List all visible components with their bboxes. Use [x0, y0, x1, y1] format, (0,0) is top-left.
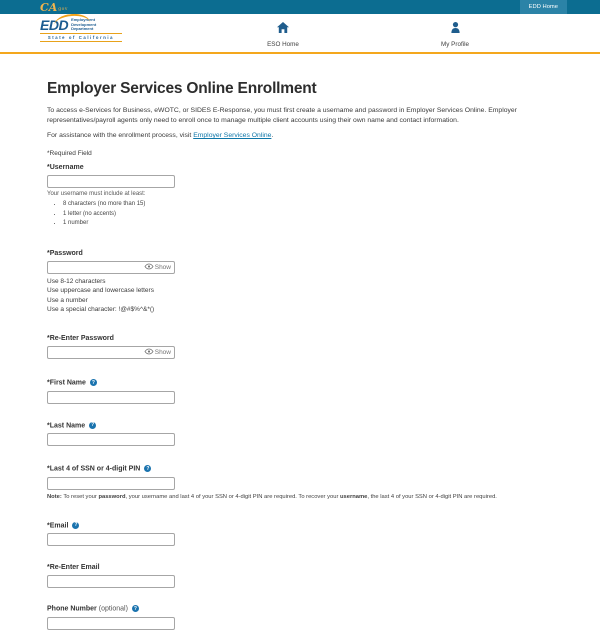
username-hint-title: Your username must include at least: — [47, 191, 146, 197]
ca-gov-logo-suffix: gov — [58, 6, 68, 12]
reenter-email-label: *Re-Enter Email — [47, 564, 100, 572]
intro-paragraph: To access e-Services for Business, eWOTC, or SIDES E-Response, you must first create a username and password in Employer Services Online. Employer representatives/payroll agents only need to enroll once to manage multiple client accounts using their own name and contact information. — [47, 107, 517, 124]
password-show-label: Show — [154, 264, 171, 271]
help-icon[interactable]: ? — [91, 422, 95, 429]
password-show-toggle[interactable] — [145, 264, 171, 271]
username-hint-item: • 1 number — [63, 220, 553, 226]
phone-label: Phone Number (optional) ? — [47, 605, 137, 613]
last-name-label: *Last Name ? — [47, 422, 95, 430]
edd-home-button-label: EDD Home — [528, 4, 558, 10]
username-hint-item: • 8 characters (no more than 15) — [63, 201, 553, 207]
reenter-password-show-toggle[interactable] — [145, 349, 171, 356]
nav-my-profile[interactable] — [420, 20, 490, 48]
home-icon — [277, 20, 289, 38]
main-header — [0, 14, 600, 54]
reenter-password-show-label: Show — [154, 349, 171, 357]
nav-my-profile-label: My Profile — [441, 41, 469, 48]
edd-home-button[interactable] — [520, 0, 567, 14]
eye-icon — [145, 264, 153, 271]
phone-input[interactable] — [47, 617, 175, 630]
assistance-line: For assistance with the enrollment process, visit Employer Services Online. — [47, 132, 274, 139]
first-name-input[interactable] — [47, 391, 175, 404]
help-icon[interactable]: ? — [91, 379, 95, 386]
reenter-password-label: *Re-Enter Password — [47, 335, 114, 343]
reenter-password-input[interactable] — [47, 346, 175, 359]
edd-logo-word: EDD — [40, 16, 69, 33]
email-group — [47, 522, 553, 547]
password-input[interactable] — [47, 261, 175, 274]
first-name-label: *First Name ? — [47, 379, 95, 387]
ca-gov-logo-text: CA — [40, 0, 58, 14]
first-name-group — [47, 379, 553, 404]
nav-eso-home-label: ESO Home — [267, 41, 299, 48]
eye-icon — [145, 349, 153, 356]
password-label: *Password — [47, 250, 83, 257]
employer-services-online-link[interactable]: Employer Services Online — [193, 132, 272, 139]
username-input[interactable] — [47, 175, 175, 188]
reenter-password-group — [47, 335, 553, 359]
edd-logo[interactable] — [40, 18, 122, 42]
username-hint-list — [63, 201, 553, 226]
username-group — [47, 164, 553, 226]
email-input[interactable] — [47, 533, 175, 546]
phone-group — [47, 605, 553, 630]
help-icon[interactable]: ? — [146, 465, 150, 472]
username-label: *Username — [47, 164, 84, 171]
password-group — [47, 250, 553, 314]
required-field-legend: *Required Field — [47, 150, 92, 157]
last-name-input[interactable] — [47, 433, 175, 446]
nav-eso-home[interactable] — [248, 20, 318, 48]
reenter-email-input[interactable] — [47, 575, 175, 588]
username-hint-item: • 1 letter (no accents) — [63, 211, 553, 217]
page-content — [0, 80, 600, 630]
ssn-pin-group — [47, 465, 553, 500]
last-name-group — [47, 422, 553, 447]
ca-gov-logo[interactable] — [40, 0, 68, 14]
edd-logo-department-lines: Employment Development Department — [71, 17, 97, 32]
ssn-pin-note: Note: To reset your password, your username and last 4 of your SSN or 4-digit PIN are required. To recover your username, the last 4 of your SSN or 4-digit PIN are required. — [47, 493, 497, 500]
utility-bar — [0, 0, 600, 14]
page-title: Employer Services Online Enrollment — [47, 80, 317, 97]
help-icon[interactable]: ? — [74, 522, 78, 529]
password-hints: Use 8-12 characters Use uppercase and lowercase letters Use a number Use a special character: !@#$%^&*() — [47, 278, 155, 313]
reenter-email-group — [47, 564, 553, 588]
edd-logo-state-line: State of California — [40, 33, 122, 42]
help-icon[interactable]: ? — [133, 605, 137, 612]
ssn-pin-label: *Last 4 of SSN or 4-digit PIN ? — [47, 465, 150, 473]
ssn-pin-input[interactable] — [47, 477, 175, 490]
email-label: *Email ? — [47, 522, 78, 530]
person-icon — [450, 20, 461, 38]
